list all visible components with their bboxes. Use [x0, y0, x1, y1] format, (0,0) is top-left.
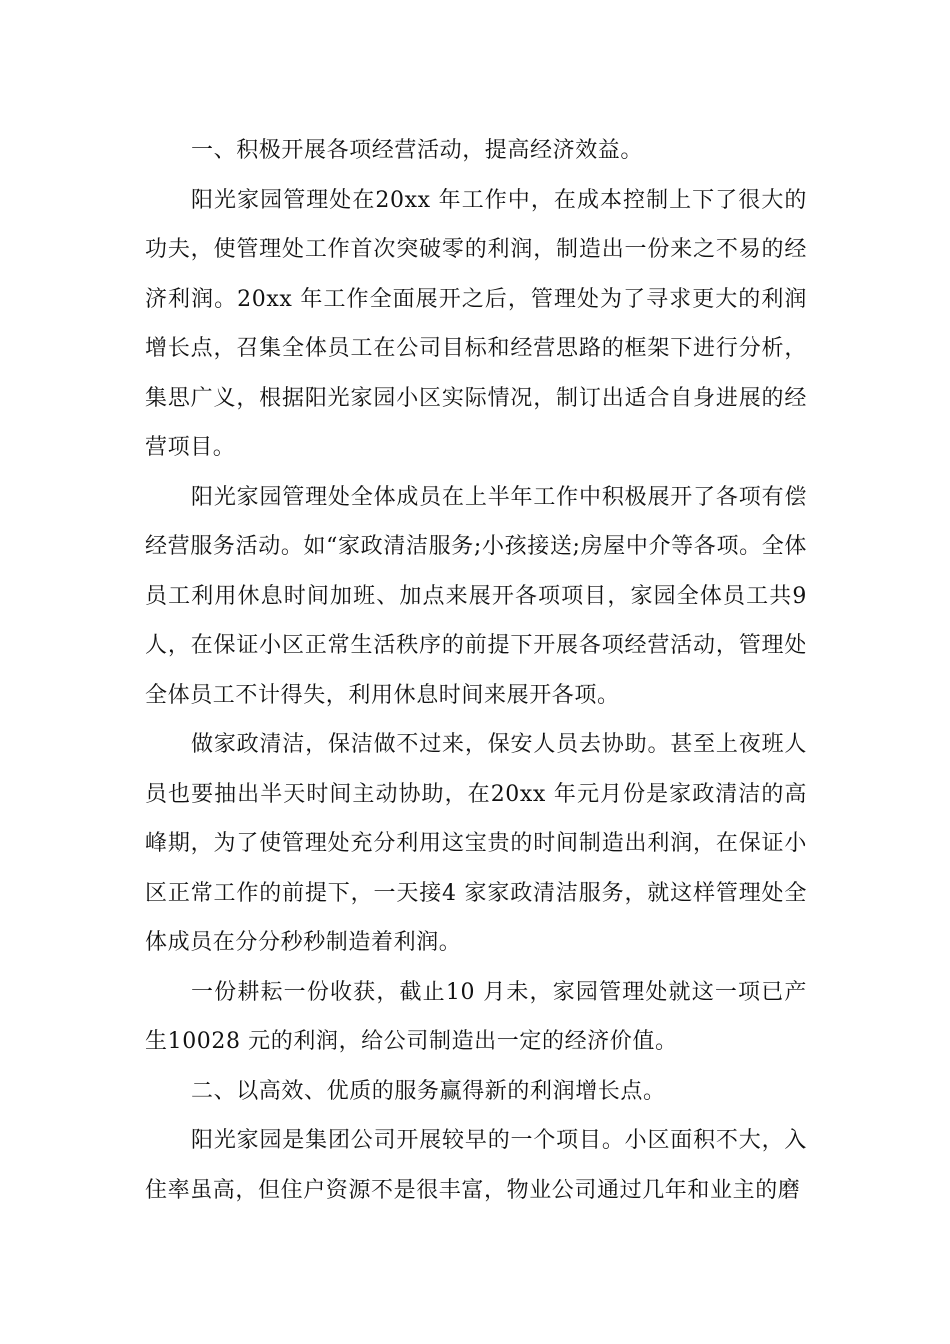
document-body	[145, 126, 807, 1215]
paragraph: 阳光家园管理处全体成员在上半年工作中积极展开了各项有偿经营服务活动。如“家政清洁服务;小孩接送;房屋中介等各项。全体员工利用休息时间加班、加点来展开各项项目，家园全体员工共9 人，在保证小区正常生活秩序的前提下开展各项经营活动，管理处全体员工不计得失，利用休息时间来展开各项。	[145, 484, 807, 708]
heading-section-one: 一、积极开展各项经营活动，提高经济效益。	[191, 138, 644, 163]
paragraph: 阳光家园管理处在20xx 年工作中，在成本控制上下了很大的功夫，使管理处工作首次突破零的利润，制造出一份来之不易的经济利润。20xx 年工作全面展开之后，管理处为了寻求更大的利润增长点，召集全体员工在公司目标和经营思路的框架下进行分析，集思广义，根据阳光家园小区实际情况，制订出适合自身进展的经营项目。	[145, 187, 807, 460]
heading-section-two: 二、以高效、优质的服务赢得新的利润增长点。	[191, 1078, 666, 1104]
paragraph: 做家政清洁，保洁做不过来，保安人员去协助。甚至上夜班人员也要抽出半天时间主动协助，在20xx 年元月份是家政清洁的高峰期，为了使管理处充分利用这宝贵的时间制造出利润，在保证小区正常工作的前提下，一天接4 家家政清洁服务，就这样管理处全体成员在分分秒秒制造着利润。	[145, 732, 807, 955]
paragraph: 阳光家园是集团公司开展较早的一个项目。小区面积不大，入住率虽高，但住户资源不是很丰富，物业公司通过几年和业主的磨	[145, 1128, 807, 1203]
paragraph: 一份耕耘一份收获，截止10 月未，家园管理处就这一项已产生10028 元的利润，给公司制造出一定的经济价值。	[145, 979, 807, 1054]
